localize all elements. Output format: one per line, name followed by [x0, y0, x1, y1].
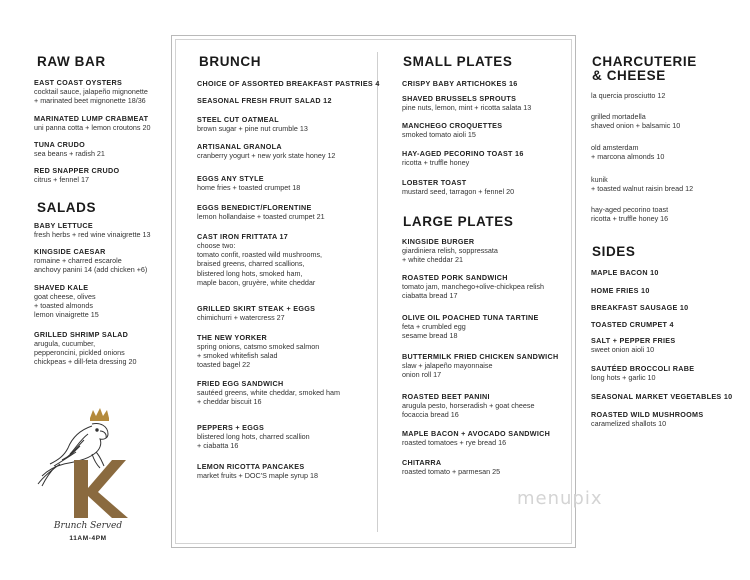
menu-item-description: cranberry yogurt + new york state honey 12	[197, 151, 336, 160]
menu-item-description: goat cheese, olives	[34, 292, 96, 301]
menu-item-name: LEMON RICOTTA PANCAKES	[197, 462, 305, 471]
menu-item	[34, 78, 148, 105]
menu-item-description: la quercia prosciutto 12	[591, 91, 666, 100]
menu-item	[197, 462, 318, 480]
menu-item-name: HAY-AGED PECORINO TOAST 16	[402, 149, 524, 158]
menu-item-description: arugula pesto, horseradish + goat cheese	[402, 401, 535, 410]
menu-item	[591, 205, 668, 223]
menu-item-name: RED SNAPPER CRUDO	[34, 166, 120, 175]
menu-item-description: lemon vinaigrette 15	[34, 310, 99, 320]
menu-item-description: sea beans + radish 21	[34, 149, 105, 158]
menu-item-description: cocktail sauce, jalapeño mignonette	[34, 87, 148, 96]
menu-item	[34, 166, 119, 184]
menu-item-description: + ciabatta 16	[197, 441, 239, 451]
menu-item-description: toasted bagel 22	[197, 360, 251, 370]
menu-item-name: SAUTÉED BROCCOLI RABE	[591, 364, 695, 373]
menu-item	[591, 112, 680, 130]
menu-item-description: kunik	[591, 175, 608, 184]
menu-item	[402, 178, 514, 196]
menu-item	[197, 142, 335, 160]
menu-item-description: feta + crumbled egg	[402, 322, 466, 331]
menu-item	[34, 221, 150, 239]
menu-item-description: caramelized shallots 10	[591, 419, 667, 428]
menu-item-description: mustard seed, tarragon + fennel 20	[402, 187, 515, 196]
menu-item-description: sweet onion aioli 10	[591, 345, 655, 354]
menu-item	[197, 423, 310, 450]
menu-item-name: BREAKFAST SAUSAGE 10	[591, 303, 689, 312]
section-title-large-plates: LARGE PLATES	[403, 214, 514, 229]
menu-item-name: ROASTED BEET PANINI	[402, 392, 490, 401]
section-title-charcuterie: CHARCUTERIE	[592, 54, 697, 69]
menu-item-name: EGGS BENEDICT/FLORENTINE	[197, 203, 312, 212]
menu-item-description: roasted tomatoes + rye bread 16	[402, 438, 507, 447]
menu-item-name: FRIED EGG SANDWICH	[197, 379, 284, 388]
menu-item-name: SEASONAL FRESH FRUIT SALAD 12	[197, 96, 332, 105]
menu-item-description: slaw + jalapeño mayonnaise	[402, 361, 493, 370]
letter-k-mark	[74, 460, 128, 518]
menu-item-description: uni panna cotta + lemon croutons 20	[34, 123, 151, 132]
section-title-raw-bar: RAW BAR	[37, 54, 106, 69]
menu-item-name: ROASTED WILD MUSHROOMS	[591, 410, 704, 419]
menu-item-description: braised greens, charred scallions,	[197, 259, 305, 269]
menu-item-description: brown sugar + pine nut crumble 13	[197, 124, 308, 133]
menu-item	[402, 313, 539, 340]
menu-item	[591, 143, 664, 161]
menu-item	[591, 175, 693, 193]
menu-item-name: CAST IRON FRITTATA 17	[197, 232, 289, 241]
menu-item-name: EAST COAST OYSTERS	[34, 78, 123, 87]
menu-item	[591, 91, 665, 100]
menu-item	[197, 96, 332, 105]
section-title-sides: SIDES	[592, 244, 636, 259]
menu-item-name: KINGSIDE BURGER	[402, 237, 475, 246]
menu-item-description: + toasted almonds	[34, 301, 93, 311]
menu-item	[197, 79, 380, 88]
menu-item-name: MANCHEGO CROQUETTES	[402, 121, 503, 130]
menu-item	[591, 268, 659, 277]
menu-item-description: ricotta + truffle honey 16	[591, 214, 669, 224]
menu-item-description: maple bacon, gruyère, white cheddar	[197, 277, 316, 287]
menu-item	[591, 364, 694, 382]
menu-item-description: chimichurri + watercress 27	[197, 313, 285, 322]
menu-item-name: GRILLED SKIRT STEAK + EGGS	[197, 304, 316, 313]
menu-item	[402, 458, 500, 476]
menu-item-description: ciabatta bread 17	[402, 291, 458, 301]
menu-item-description: hay-aged pecorino toast	[591, 205, 669, 214]
parrot-icon	[38, 423, 108, 486]
menu-item-description: spring onions, catsmo smoked salmon	[197, 342, 320, 351]
menu-item	[34, 330, 136, 367]
menu-item	[591, 320, 674, 329]
menu-item-name: SEASONAL MARKET VEGETABLES 10	[591, 392, 733, 401]
column-divider	[377, 52, 378, 532]
menu-item-name: BABY LETTUCE	[34, 221, 93, 230]
menu-item-description: + marcona almonds 10	[591, 152, 665, 162]
menu-item-description: tomato confit, roasted wild mushrooms,	[197, 250, 323, 260]
menu-item	[197, 174, 300, 192]
menu-item-name: STEEL CUT OATMEAL	[197, 115, 279, 124]
menu-item-description: old amsterdam	[591, 143, 639, 152]
menu-item-name: SALT + PEPPER FRIES	[591, 336, 676, 345]
menu-item-description: fresh herbs + red wine vinaigrette 13	[34, 230, 151, 239]
menu-item-name: GRILLED SHRIMP SALAD	[34, 330, 129, 339]
menu-item	[197, 379, 340, 406]
menu-item-name: ROASTED PORK SANDWICH	[402, 273, 508, 282]
menu-item-description: citrus + fennel 17	[34, 175, 89, 184]
menu-item-description: choose two:	[197, 241, 236, 250]
menu-item	[34, 114, 150, 132]
menu-item	[591, 303, 688, 312]
menu-item-description: + toasted walnut raisin bread 12	[591, 184, 694, 194]
menu-item-description: + smoked whitefish salad	[197, 351, 278, 361]
menu-item-description: chickpeas + dill-feta dressing 20	[34, 357, 137, 367]
brunch-served-tagline: Brunch Served	[53, 521, 123, 531]
menu-item-description: pepperoncini, pickled onions	[34, 348, 125, 358]
menu-item-description: tomato jam, manchego+olive-chickpea relish	[402, 282, 545, 291]
menu-item	[402, 273, 544, 300]
menu-item-name: TOASTED CRUMPET 4	[591, 320, 674, 329]
menu-item	[591, 336, 675, 354]
menu-item-name: CHITARRA	[402, 458, 442, 467]
menu-item-name: CRISPY BABY ARTICHOKES 16	[402, 79, 518, 88]
section-title-salads: SALADS	[37, 200, 97, 215]
menu-item-description: blistered long hots, charred scallion	[197, 432, 310, 441]
menu-item	[402, 392, 534, 419]
menu-item	[402, 149, 524, 167]
menu-item-description: lemon hollandaise + toasted crumpet 21	[197, 212, 325, 221]
menu-item	[591, 410, 703, 428]
menu-item	[34, 140, 105, 158]
menu-item-name: EGGS ANY STYLE	[197, 174, 264, 183]
menu-item-description: grilled mortadella	[591, 112, 646, 121]
menu-item-description: + cheddar biscuit 16	[197, 397, 262, 407]
menu-item-name: KINGSIDE CAESAR	[34, 247, 106, 256]
menu-item-name: SHAVED KALE	[34, 283, 89, 292]
menu-item	[197, 304, 315, 322]
menu-item-description: giardiniera relish, soppressata	[402, 246, 498, 255]
menu-item-description: blistered long hots, smoked ham,	[197, 268, 303, 278]
menu-item-description: + marinated beet mignonette 18/36	[34, 96, 146, 106]
menu-item-name: MARINATED LUMP CRABMEAT	[34, 114, 149, 123]
menu-item-description: pine nuts, lemon, mint + ricotta salata 13	[402, 103, 532, 112]
menu-item	[402, 94, 531, 112]
menu-item-name: PEPPERS + EGGS	[197, 423, 265, 432]
menu-item-name: THE NEW YORKER	[197, 333, 267, 342]
menu-item-description: + white cheddar 21	[402, 255, 463, 265]
menu-item	[197, 203, 325, 221]
menu-item-description: onion roll 17	[402, 370, 442, 380]
menupix-watermark: menupix	[517, 488, 603, 509]
menu-item-description: sautéed greens, white cheddar, smoked ham	[197, 388, 341, 397]
menu-item-name: LOBSTER TOAST	[402, 178, 467, 187]
menu-item	[34, 247, 147, 274]
menu-item	[402, 429, 550, 447]
menu-item-description: shaved onion + balsamic 10	[591, 121, 681, 131]
menu-item-description: romaine + charred escarole	[34, 256, 122, 265]
menu-item-description: arugula, cucumber,	[34, 339, 96, 348]
menu-item	[402, 237, 498, 264]
menu-item-name: HOME FRIES 10	[591, 286, 650, 295]
menu-item-description: market fruits + DOC'S maple syrup 18	[197, 471, 319, 480]
section-title-cheese: & CHEESE	[592, 68, 666, 83]
section-title-small-plates: SMALL PLATES	[403, 54, 513, 69]
menu-item-name: CHOICE OF ASSORTED BREAKFAST PASTRIES 4	[197, 79, 380, 88]
menu-item	[197, 232, 322, 287]
crown-icon	[90, 408, 109, 421]
menu-item	[34, 283, 99, 320]
section-title-brunch: BRUNCH	[199, 54, 262, 69]
kingside-parrot-logo	[30, 404, 150, 554]
menu-item-description: smoked tomato aioli 15	[402, 130, 476, 139]
menu-item	[591, 286, 650, 295]
menu-item-name: MAPLE BACON 10	[591, 268, 659, 277]
menu-item-description: anchovy panini 14 (add chicken +6)	[34, 265, 148, 275]
menu-item-description: ricotta + truffle honey	[402, 158, 470, 167]
menu-item-name: SHAVED BRUSSELS SPROUTS	[402, 94, 517, 103]
menu-item	[591, 392, 732, 401]
menu-item-description: focaccia bread 16	[402, 410, 459, 420]
menu-item-name: ARTISANAL GRANOLA	[197, 142, 282, 151]
menu-item	[402, 79, 518, 88]
menu-item	[197, 333, 319, 370]
menu-item	[402, 121, 502, 139]
menu-item-name: OLIVE OIL POACHED TUNA TARTINE	[402, 313, 539, 322]
brunch-hours: 11AM-4PM	[69, 535, 107, 542]
menu-item	[197, 115, 308, 133]
menu-item-description: long hots + garlic 10	[591, 373, 656, 382]
menu-item-description: roasted tomato + parmesan 25	[402, 467, 501, 476]
menu-item-name: TUNA CRUDO	[34, 140, 86, 149]
menu-item-description: home fries + toasted crumpet 18	[197, 183, 301, 192]
menu-item-description: sesame bread 18	[402, 331, 458, 341]
menu-item	[402, 352, 558, 379]
menu-item-name: BUTTERMILK FRIED CHICKEN SANDWICH	[402, 352, 559, 361]
menu-item-name: MAPLE BACON + AVOCADO SANDWICH	[402, 429, 551, 438]
